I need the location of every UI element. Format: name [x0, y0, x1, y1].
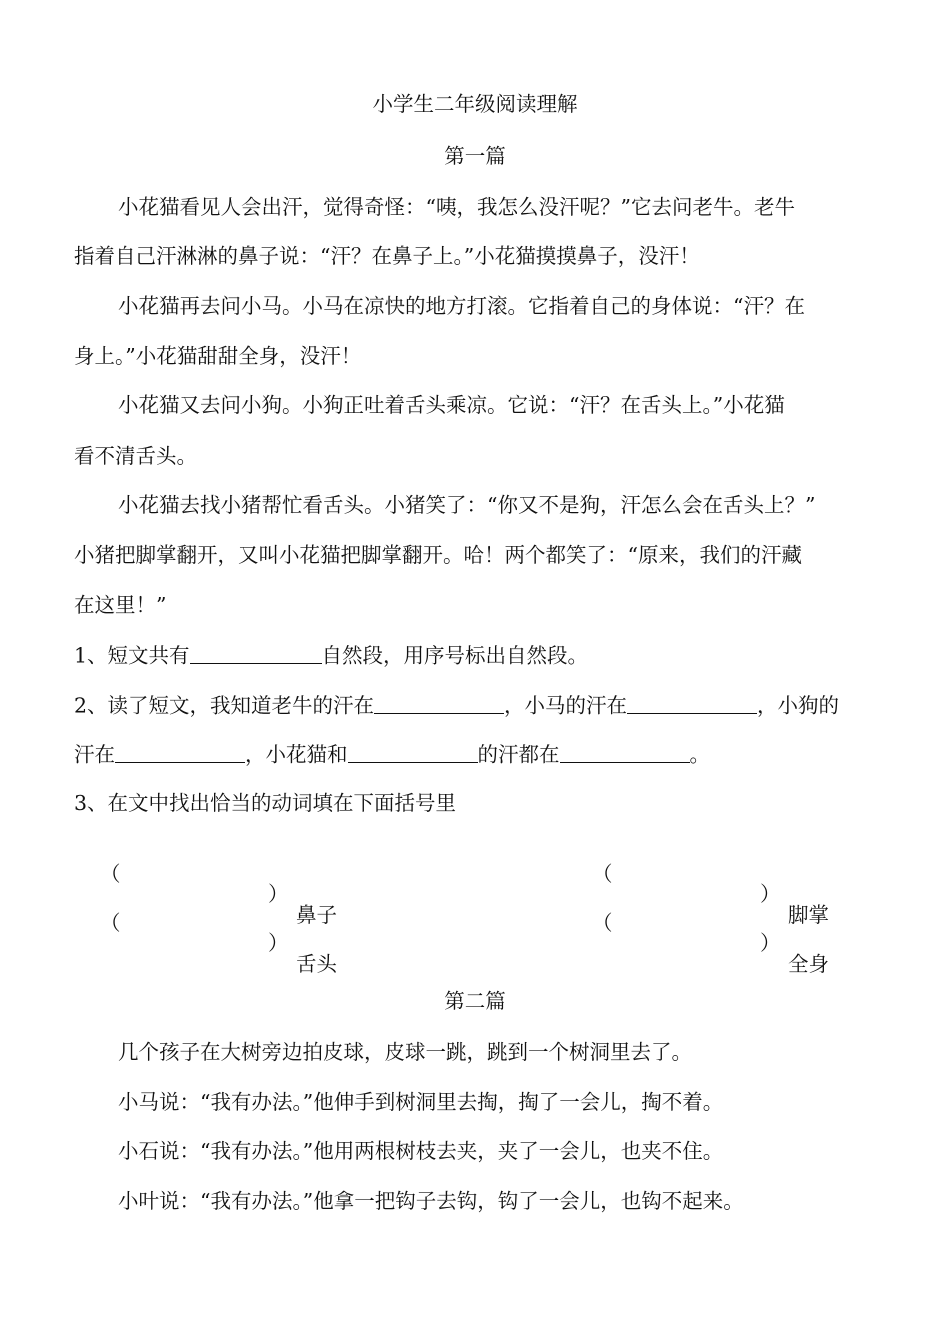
paren-word: 脚掌: [788, 902, 829, 927]
open-paren: （: [100, 910, 121, 935]
passage-2-line-2: 小马说：“我有办法。”他伸手到树洞里去掏，掏了一会儿，掏不着。: [118, 1090, 724, 1114]
passage-1-heading: 第一篇: [444, 144, 506, 168]
answer-blank[interactable]: [190, 644, 322, 664]
passage-1-line-1: 小花猫看见人会出汗，觉得奇怪：“咦，我怎么没汗呢？”它去问老牛。老牛: [118, 195, 795, 219]
question-1-text-after: 自然段，用序号标出自然段。: [321, 643, 589, 668]
passage-2-line-1: 几个孩子在大树旁边拍皮球，皮球一跳，跳到一个树洞里去了。: [118, 1040, 692, 1064]
answer-blank[interactable]: [374, 694, 504, 714]
close-paren: ）: [268, 882, 289, 906]
open-paren: （: [592, 861, 613, 886]
question-2-text: 2、读了短文，我知道老牛的汗在: [74, 693, 375, 718]
close-paren: ）: [760, 931, 781, 955]
question-2-line-2: [74, 743, 880, 765]
document-title: 小学生二年级阅读理解: [372, 92, 578, 116]
question-2-text: ，小马的汗在: [504, 693, 628, 718]
close-paren: ）: [760, 882, 781, 906]
answer-blank[interactable]: [627, 694, 757, 714]
question-1: [74, 644, 880, 666]
passage-1-line-3: 小花猫再去问小马。小马在凉快的地方打滚。它指着自己的身体说：“汗？在: [118, 294, 805, 318]
question-2-text: ，小狗的: [757, 693, 840, 718]
answer-blank[interactable]: [115, 743, 245, 763]
passage-2-line-3: 小石说：“我有办法。”他用两根树枝去夹，夹了一会儿，也夹不住。: [118, 1139, 724, 1163]
passage-1-line-5: 小花猫又去问小狗。小狗正吐着舌头乘凉。它说：“汗？在舌头上。”小花猫: [118, 393, 785, 417]
question-2-text: ，小花猫和: [245, 742, 348, 767]
passage-2-heading: 第二篇: [444, 989, 506, 1013]
question-2-text: 的汗都在: [477, 742, 560, 767]
question-2-line-1: [74, 694, 880, 716]
question-1-text-before: 1、短文共有: [74, 643, 190, 668]
passage-2-line-4: 小叶说：“我有办法。”他拿一把钩子去钩，钩了一会儿，也钩不起来。: [118, 1189, 744, 1213]
passage-1-line-2: 指着自己汗淋淋的鼻子说：“汗？在鼻子上。”小花猫摸摸鼻子，没汗！: [74, 244, 700, 268]
open-paren: （: [592, 910, 613, 935]
question-3: 3、在文中找出恰当的动词填在下面括号里: [74, 791, 457, 815]
close-paren: ）: [268, 931, 289, 955]
open-paren: （: [100, 861, 121, 886]
passage-1-line-8: 小猪把脚掌翻开，又叫小花猫把脚掌翻开。哈！两个都笑了：“原来，我们的汗藏: [74, 543, 802, 567]
paren-word: 全身: [788, 951, 829, 976]
answer-blank[interactable]: [560, 743, 690, 763]
passage-1-line-9: 在这里！”: [74, 593, 167, 617]
question-2-text: 。: [689, 742, 710, 767]
passage-1-line-4: 身上。”小花猫甜甜全身，没汗！: [74, 344, 362, 368]
question-2-text: 汗在: [74, 742, 115, 767]
paren-word: 舌头: [296, 951, 337, 976]
paren-word: 鼻子: [296, 902, 337, 927]
passage-1-line-6: 看不清舌头。: [74, 444, 197, 468]
passage-1-line-7: 小花猫去找小猪帮忙看舌头。小猪笑了：“你又不是狗，汗怎么会在舌头上？”: [118, 493, 816, 517]
answer-blank[interactable]: [348, 743, 478, 763]
